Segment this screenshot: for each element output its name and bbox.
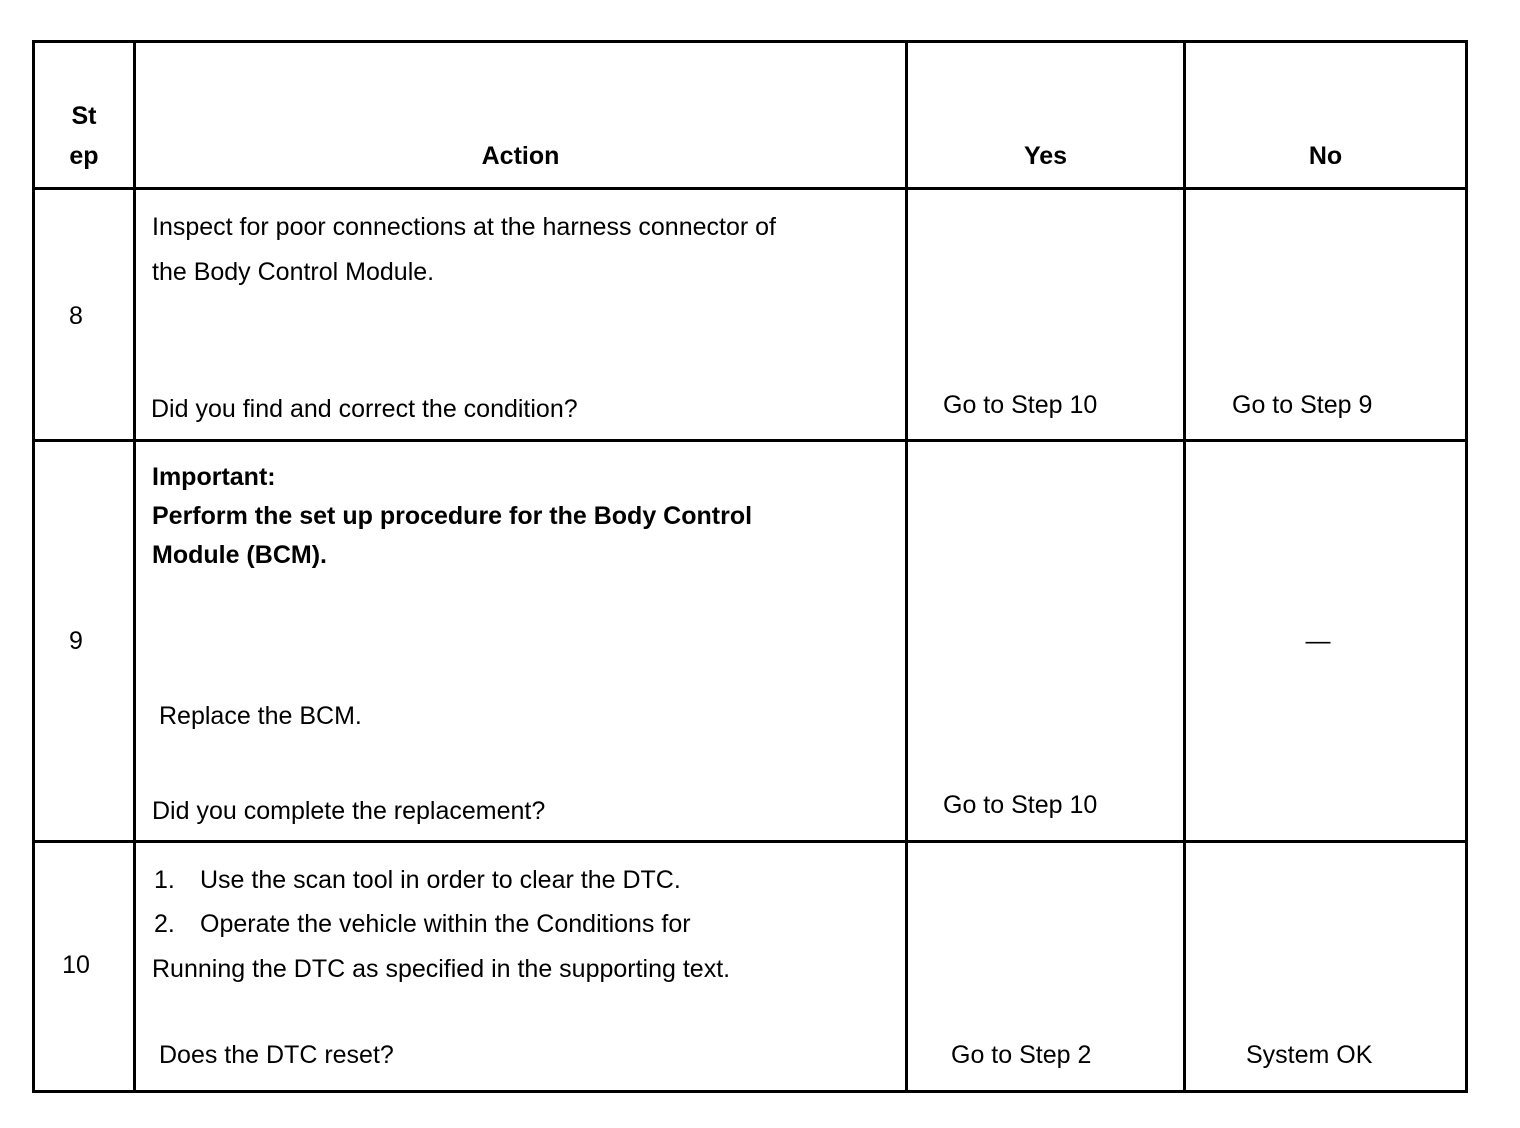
header-step-line2: ep: [69, 142, 99, 170]
column-divider-step: [133, 40, 136, 1093]
action-question: Did you find and correct the condition?: [151, 395, 578, 423]
list-item: Operate the vehicle within the Conditions for: [200, 910, 691, 938]
action-question: Does the DTC reset?: [159, 1041, 394, 1069]
column-divider-yes: [1183, 40, 1186, 1093]
header-step: [35, 96, 133, 176]
important-note: Perform the set up procedure for the Body Control: [152, 502, 753, 530]
table-border-bottom: [32, 1090, 1468, 1093]
header-row-divider: [32, 187, 1468, 190]
step-number: 9: [69, 627, 83, 655]
yes-result: Go to Step 10: [943, 391, 1098, 419]
table-border-left: [32, 40, 35, 1093]
list-continuation: Running the DTC as specified in the supporting text.: [152, 955, 731, 983]
row-9-divider: [32, 840, 1468, 843]
header-action: Action: [481, 142, 560, 170]
list-item-number: 2.: [154, 910, 175, 938]
action-question: Did you complete the replacement?: [152, 797, 546, 825]
action-text: Inspect for poor connections at the harness connector of: [152, 213, 776, 241]
important-label: Important:: [152, 463, 276, 491]
header-step-line1: St: [71, 102, 97, 130]
no-result: System OK: [1246, 1041, 1373, 1069]
row-8-divider: [32, 439, 1468, 442]
action-instruction: Replace the BCM.: [159, 702, 362, 730]
yes-result: Go to Step 10: [943, 791, 1098, 819]
no-result: —: [1305, 627, 1331, 655]
no-result: Go to Step 9: [1232, 391, 1373, 419]
step-number: 10: [62, 951, 90, 979]
column-divider-action: [905, 40, 908, 1093]
header-no: No: [1308, 142, 1343, 170]
list-item-number: 1.: [154, 866, 175, 894]
table-border-top: [32, 40, 1468, 43]
yes-result: Go to Step 2: [951, 1041, 1092, 1069]
step-number: 8: [69, 302, 83, 330]
header-yes: Yes: [1023, 142, 1068, 170]
list-item: Use the scan tool in order to clear the DTC.: [200, 866, 681, 894]
action-text: the Body Control Module.: [152, 258, 435, 286]
table-border-right: [1465, 40, 1468, 1093]
important-note: Module (BCM).: [152, 541, 327, 569]
